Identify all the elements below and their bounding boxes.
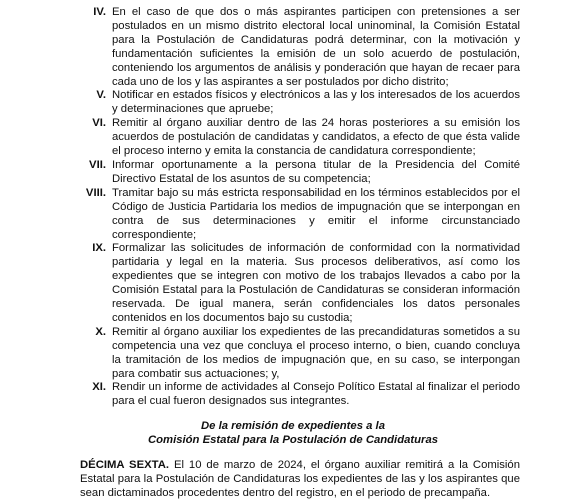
list-item xyxy=(0,6,586,89)
item-number: V. xyxy=(96,89,106,102)
item-text: En el caso de que dos o más aspirantes participen con pretensiones a ser postulados en un mismo distrito electoral local uninominal, la Comisión Estatal para la Postulación de Candidaturas podrá determinar, con la motivación y fundamentación suficientes la emisión de un solo acuerdo de postulación, conteniendo los argumentos de análisis y ponderación que hayan de recaer para cada uno de los y las aspirantes a ser postulados por dicho distrito; xyxy=(112,6,520,88)
list-item xyxy=(0,381,586,409)
article-number: DÉCIMA SEXTA. xyxy=(80,459,170,471)
item-number: VI. xyxy=(92,117,106,130)
section-heading-line-1: De la remisión de expedientes a la xyxy=(201,420,385,432)
list-item xyxy=(0,187,586,243)
item-text: Formalizar las solicitudes de información de conformidad con la normatividad partidaria y legal en la materia. Sus procesos deliberativos, así como los expedientes que se integren con motivo de los trabajos llevados a cabo por la Comisión Estatal para la Postulación de Candidaturas se consideran información reservada. De igual manera, serán confidenciales los datos personales contenidos en los documentos bajo su custodia; xyxy=(112,242,520,324)
list-item xyxy=(0,159,586,187)
item-text: Notificar en estados físicos y electrónicos a las y los interesados de los acuerdos y determinaciones que apruebe; xyxy=(112,89,520,116)
item-number: VII. xyxy=(89,158,106,171)
item-text: Rendir un informe de actividades al Consejo Político Estatal al finalizar el periodo para el cual fueron designados sus integrantes. xyxy=(112,381,520,408)
item-text: Tramitar bajo su más estricta responsabilidad en los términos establecidos por el Código de Justicia Partidaria los medios de impugnación que se interpongan en contra de sus determinaciones y emitir el informe circunstanciado correspondiente; xyxy=(112,186,520,241)
numbered-list xyxy=(0,6,586,409)
list-item xyxy=(0,89,586,117)
section-heading-line-2: Comisión Estatal para la Postulación de Candidaturas xyxy=(147,434,439,446)
item-number: IV. xyxy=(93,6,106,18)
item-number: IX. xyxy=(92,242,106,255)
article-text: El 10 de marzo de 2024, el órgano auxiliar remitirá a la Comisión Estatal para la Postulación de Candidaturas los expedientes de las y los aspirantes que sean dictaminados procedentes dentro del registro, en el periodo de precampaña. xyxy=(80,459,520,499)
item-number: XI. xyxy=(92,381,106,394)
item-text: Informar oportunamente a la persona titular de la Presidencia del Comité Directivo Estatal de los asuntos de su competencia; xyxy=(112,158,520,185)
item-number: X. xyxy=(95,325,106,338)
item-text: Remitir al órgano auxiliar los expedientes de las precandidaturas sometidos a su competencia una vez que concluya el proceso interno, o bien, cuando concluya la tramitación de los medios de impugnación que, en su caso, se interpongan para combatir sus actuaciones; y, xyxy=(112,325,520,380)
article-paragraph xyxy=(80,459,520,501)
item-text: Remitir al órgano auxiliar dentro de las 24 horas posteriores a su emisión los acuerdos de postulación de candidatas y candidatos, a efecto de que ésta valide el proceso interno y emita la constancia de candidatura correspondiente; xyxy=(112,117,520,158)
item-number: VIII. xyxy=(85,186,106,199)
list-item xyxy=(0,242,586,325)
list-item xyxy=(0,326,586,382)
list-item xyxy=(0,117,586,159)
